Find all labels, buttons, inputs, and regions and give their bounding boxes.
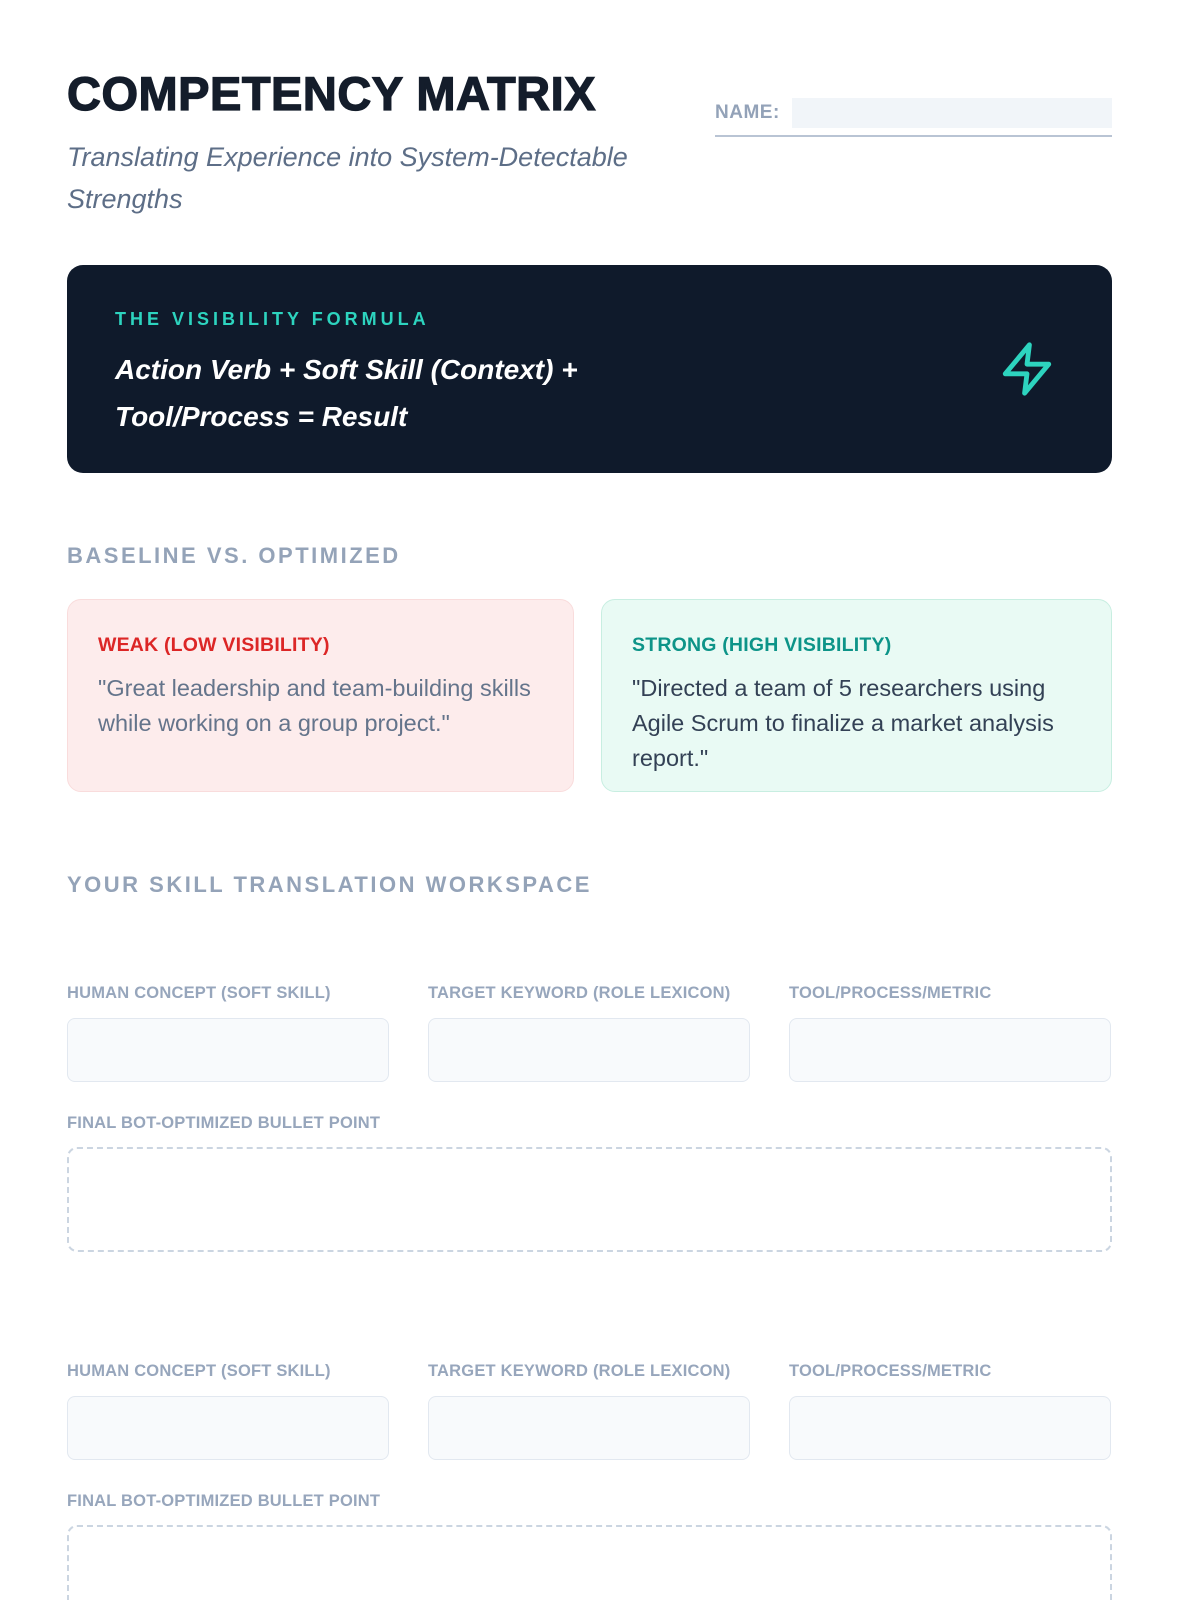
field-target-keyword	[428, 984, 750, 1082]
tool-process-label: TOOL/PROCESS/METRIC	[789, 1361, 992, 1380]
field-target-keyword	[428, 1362, 750, 1460]
lightning-bolt-icon	[998, 340, 1056, 398]
workspace-row-2	[67, 1362, 1112, 1600]
target-keyword-input[interactable]	[428, 1396, 750, 1460]
weak-card-title: WEAK (LOW VISIBILITY)	[98, 633, 330, 656]
tool-process-input[interactable]	[789, 1018, 1111, 1082]
name-field-block	[715, 98, 1112, 137]
name-label: NAME:	[715, 102, 780, 123]
human-concept-label: HUMAN CONCEPT (SOFT SKILL)	[67, 1361, 331, 1380]
formula-line-1: Action Verb + Soft Skill (Context) +	[115, 353, 578, 385]
workspace-row-1	[67, 984, 1112, 1252]
field-tool-process	[789, 1362, 1111, 1460]
comparison-section-heading: BASELINE VS. OPTIMIZED	[67, 542, 401, 568]
formula-eyebrow: THE VISIBILITY FORMULA	[115, 308, 430, 329]
target-keyword-label: TARGET KEYWORD (ROLE LEXICON)	[428, 1361, 731, 1380]
weak-example-card	[67, 599, 574, 792]
strong-card-body: "Directed a team of 5 researchers using Agile Scrum to finalize a market analysis report."	[632, 674, 1054, 772]
formula-text	[115, 346, 875, 440]
field-human-concept	[67, 1362, 389, 1460]
field-grid	[67, 984, 1112, 1082]
bullet-point-label: FINAL BOT-OPTIMIZED BULLET POINT	[67, 1491, 381, 1510]
formula-line-2: Tool/Process = Result	[115, 400, 408, 432]
worksheet-page	[67, 0, 1112, 1600]
human-concept-input[interactable]	[67, 1018, 389, 1082]
page-subtitle: Translating Experience into System-Detectable Strengths	[67, 142, 628, 214]
bullet-point-label: FINAL BOT-OPTIMIZED BULLET POINT	[67, 1113, 381, 1132]
header	[67, 0, 1112, 221]
target-keyword-input[interactable]	[428, 1018, 750, 1082]
weak-card-body: "Great leadership and team-building skills while working on a group project."	[98, 674, 531, 736]
target-keyword-label: TARGET KEYWORD (ROLE LEXICON)	[428, 983, 731, 1002]
bullet-point-textarea[interactable]	[67, 1525, 1112, 1600]
field-human-concept	[67, 984, 389, 1082]
human-concept-label: HUMAN CONCEPT (SOFT SKILL)	[67, 983, 331, 1002]
field-grid	[67, 1362, 1112, 1460]
human-concept-input[interactable]	[67, 1396, 389, 1460]
strong-example-card	[601, 599, 1112, 792]
name-input[interactable]	[792, 98, 1112, 128]
tool-process-label: TOOL/PROCESS/METRIC	[789, 983, 992, 1002]
tool-process-input[interactable]	[789, 1396, 1111, 1460]
strong-card-title: STRONG (HIGH VISIBILITY)	[632, 633, 892, 656]
workspace-section-heading: YOUR SKILL TRANSLATION WORKSPACE	[67, 871, 592, 897]
visibility-formula-card	[67, 265, 1112, 473]
bullet-point-textarea[interactable]	[67, 1147, 1112, 1252]
field-tool-process	[789, 984, 1111, 1082]
comparison-cards-row	[67, 599, 1112, 792]
page-title: COMPETENCY MATRIX	[67, 67, 597, 120]
